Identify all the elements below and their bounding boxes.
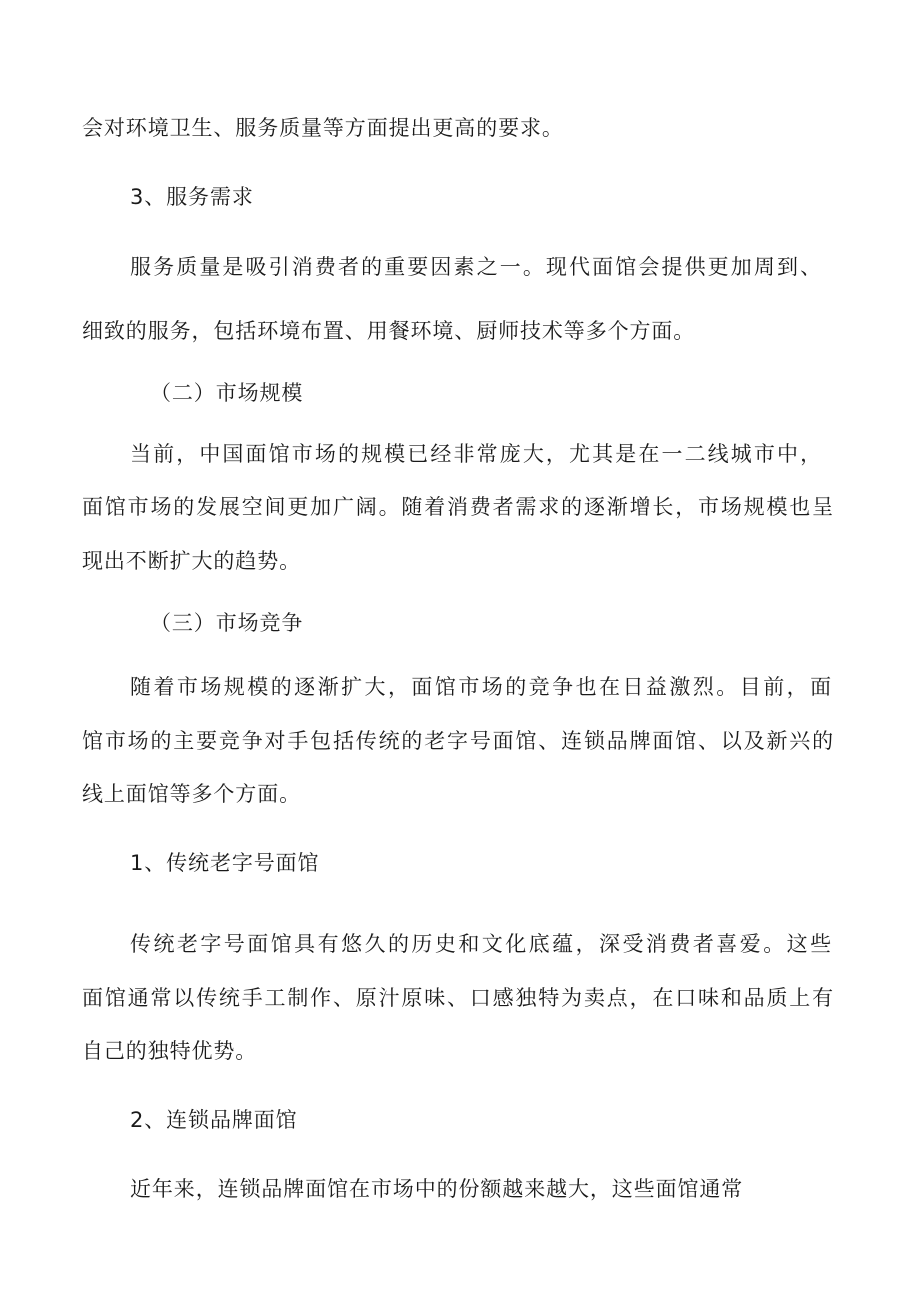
paragraph-line: 当前，中国面馆市场的规模已经非常庞大，尤其是在一二线城市中，: [130, 442, 822, 466]
section-heading: 2、连锁品牌面馆: [130, 1108, 298, 1132]
paragraph-line: 服务质量是吸引消费者的重要因素之一。现代面馆会提供更加周到、: [130, 255, 822, 279]
paragraph-line: 面馆通常以传统手工制作、原汁原味、口感独特为卖点，在口味和品质上有: [82, 986, 834, 1010]
paragraph-line: 线上面馆等多个方面。: [82, 782, 301, 806]
paragraph-line: 面馆市场的发展空间更加广阔。随着消费者需求的逐渐增长，市场规模也呈: [82, 495, 834, 519]
paragraph-line: 自己的独特优势。: [82, 1039, 258, 1063]
paragraph-line: 馆市场的主要竞争对手包括传统的老字号面馆、连锁品牌面馆、以及新兴的: [82, 729, 834, 753]
paragraph-line: 传统老字号面馆具有悠久的历史和文化底蕴，深受消费者喜爱。这些: [130, 932, 832, 956]
section-heading: 1、传统老字号面馆: [130, 851, 320, 875]
paragraph-line: 会对环境卫生、服务质量等方面提出更高的要求。: [82, 116, 564, 140]
paragraph-line: 细致的服务，包括环境布置、用餐环境、厨师技术等多个方面。: [82, 319, 696, 343]
section-heading: （三）市场竞争: [150, 611, 304, 635]
paragraph-line: 随着市场规模的逐渐扩大，面馆市场的竞争也在日益激烈。目前，面: [130, 675, 832, 699]
section-heading: （二）市场规模: [150, 381, 304, 405]
section-heading: 3、服务需求: [130, 185, 254, 209]
paragraph-line: 现出不断扩大的趋势。: [82, 549, 301, 573]
paragraph-line: 近年来，连锁品牌面馆在市场中的份额越来越大，这些面馆通常: [130, 1177, 744, 1201]
